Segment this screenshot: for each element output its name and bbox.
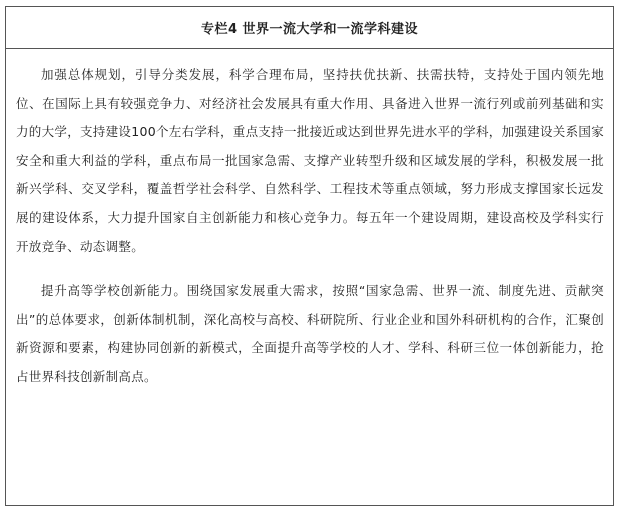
box-header xyxy=(6,7,613,49)
paragraph-innovation: 提升高等学校创新能力。围绕国家发展重大需求，按照“国家急需、世界一流、制度先进、贡献突出”的总体要求，创新体制机制，深化高校与高校、科研院所、行业企业和国外科研机构的合作，汇聚创新资源和要素，构建协同创新的新模式，全面提升高等学校的人才、学科、科研三位一体创新能力，抢占世界科技创新制高点。 xyxy=(16,283,604,384)
box-title: 专栏4 世界一流大学和一流学科建设 xyxy=(200,22,419,37)
paragraph-world-class: 加强总体规划，引导分类发展，科学合理布局，坚持扶优扶新、扶需扶特，支持处于国内领先地位、在国际上具有较强竞争力、对经济社会发展具有重大作用、具备进入世界一流行列或前列基础和实力的大学，支持建设100个左右学科，重点支持一批接近或达到世界先进水平的学科，加强建设关系国家安全和重大利益的学科，重点布局一批国家急需、支撑产业转型升级和区域发展的学科，积极发展一批新兴学科、交叉学科，覆盖哲学社会科学、自然科学、工程技术等重点领域，努力形成支撑国家长远发展的建设体系，大力提升国家自主创新能力和核心竞争力。每五年一个建设周期，建设高校及学科实行开放竞争、动态调整。 xyxy=(16,67,604,254)
sidebar-box xyxy=(5,6,614,506)
box-content xyxy=(16,61,604,392)
